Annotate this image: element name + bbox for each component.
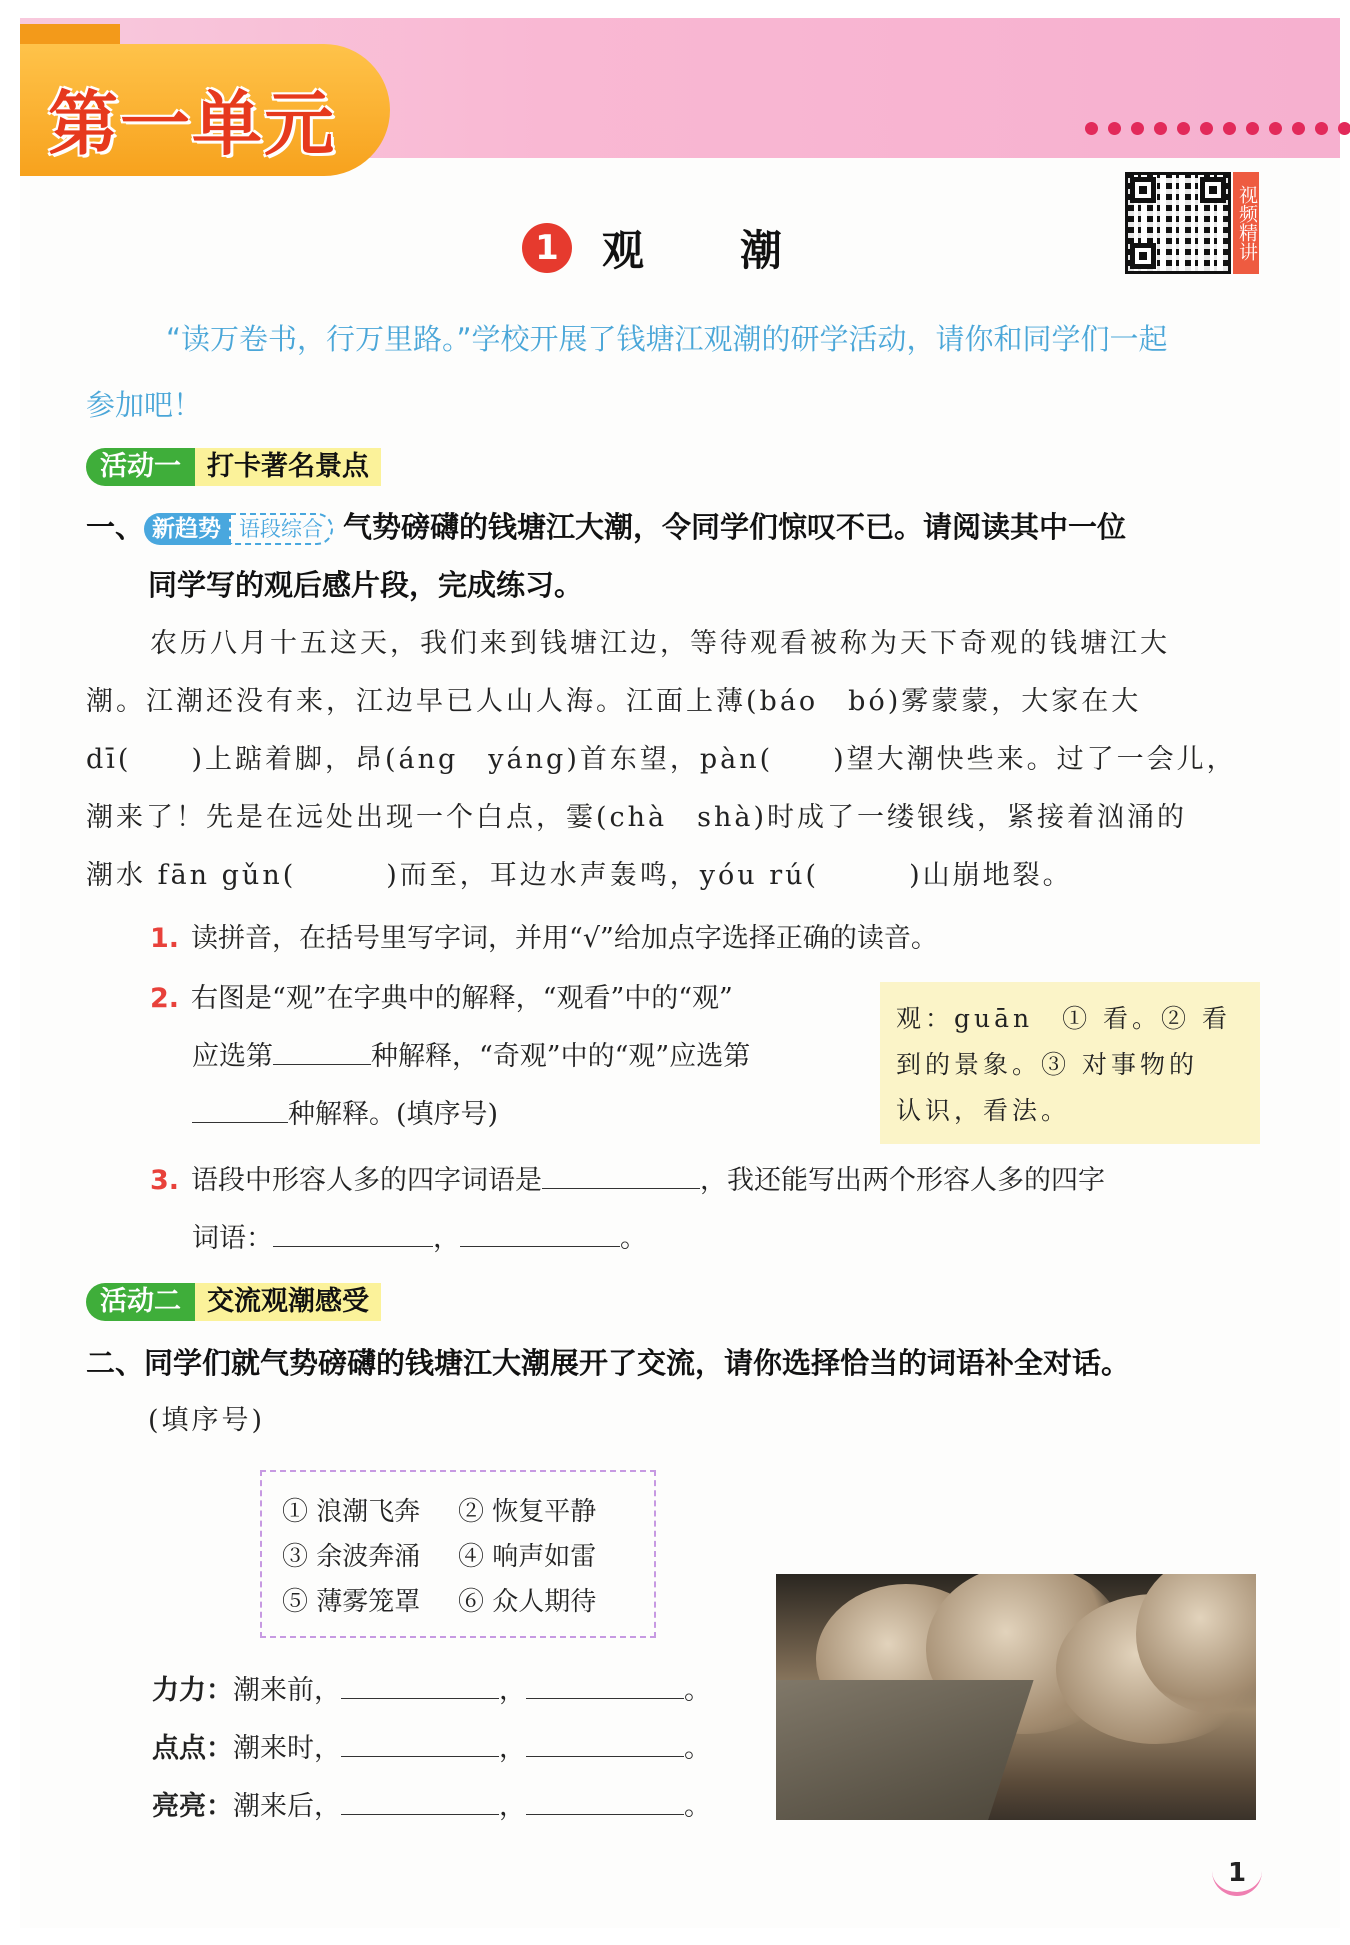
item-2-line-2 bbox=[192, 1028, 750, 1086]
intro-line-2: 参加吧！ bbox=[86, 388, 203, 422]
dialog-end: 。 bbox=[684, 1733, 711, 1764]
choice-item: ① 浪潮飞奔 bbox=[282, 1497, 421, 1527]
dialog-text: 潮来后， bbox=[233, 1791, 341, 1822]
item-1 bbox=[150, 910, 938, 968]
passage-line-5: 潮水 fān gǔn( )而至，耳边水声轰鸣，yóu rú( )山崩地裂。 bbox=[86, 860, 1073, 891]
dialog-line-3 bbox=[152, 1784, 711, 1823]
answer-blank[interactable] bbox=[526, 1669, 684, 1699]
question-1-prefix: 一、 bbox=[86, 510, 145, 544]
dict-line-2: 到的景象。③ 对事物的 bbox=[896, 1050, 1198, 1079]
item-1-number: 1. bbox=[150, 923, 180, 954]
choice-item: ⑤ 薄雾笼罩 bbox=[282, 1587, 421, 1617]
dialog-text: 潮来前， bbox=[233, 1675, 341, 1706]
activity-1-tag: 活动一 bbox=[86, 448, 195, 486]
qr-code[interactable] bbox=[1125, 172, 1231, 274]
question-2-text-2: (填序号) bbox=[148, 1405, 266, 1436]
item-2-text-1: 右图是“观”在字典中的解释，“观看”中的“观” bbox=[191, 983, 733, 1014]
item-3-line-1 bbox=[150, 1152, 1105, 1210]
dialog-separator: ， bbox=[499, 1791, 526, 1822]
speaker-name: 点点： bbox=[152, 1733, 233, 1764]
item-3-line-2 bbox=[192, 1210, 647, 1268]
item-3-text-1a: 语段中形容人多的四字词语是 bbox=[191, 1165, 543, 1196]
item-3-separator: ， bbox=[433, 1223, 460, 1254]
answer-blank[interactable] bbox=[273, 1217, 433, 1247]
answer-blank[interactable] bbox=[192, 1093, 288, 1123]
choice-item: ② 恢复平静 bbox=[458, 1497, 597, 1527]
passage-line-2: 潮。江潮还没有来，江边早已人山人海。江面上薄(báo bó)雾蒙蒙，大家在大 bbox=[86, 686, 1142, 717]
lesson-name: 观潮 bbox=[602, 226, 879, 275]
item-2-line-3 bbox=[192, 1086, 498, 1144]
choice-item: ⑥ 众人期待 bbox=[458, 1587, 597, 1617]
answer-blank[interactable] bbox=[341, 1669, 499, 1699]
question-1-text-2: 同学写的观后感片段，完成练习。 bbox=[148, 568, 584, 602]
activity-1-header bbox=[86, 447, 381, 487]
question-1-text-1: 气势磅礴的钱塘江大潮，令同学们惊叹不已。请阅读其中一位 bbox=[343, 510, 1127, 544]
lesson-title bbox=[522, 218, 878, 278]
dialog-separator: ， bbox=[499, 1733, 526, 1764]
question-1-head bbox=[86, 498, 1126, 556]
dialog-separator: ， bbox=[499, 1675, 526, 1706]
item-2-line-1 bbox=[150, 970, 733, 1028]
activity-2-header bbox=[86, 1282, 381, 1322]
passage-line-1: 农历八月十五这天，我们来到钱塘江边，等待观看被称为天下奇观的钱塘江大 bbox=[150, 628, 1170, 659]
speaker-name: 力力： bbox=[152, 1675, 233, 1706]
dialog-line-1 bbox=[152, 1668, 711, 1707]
passage-line-3: dī( )上踮着脚，昂(áng yáng)首东望，pàn( )望大潮快些来。过了一会儿， bbox=[86, 744, 1237, 775]
unit-title: 第一单元 bbox=[48, 83, 336, 165]
answer-blank[interactable] bbox=[341, 1785, 499, 1815]
dialog-end: 。 bbox=[684, 1791, 711, 1822]
dictionary-box bbox=[880, 982, 1260, 1144]
dialog-line-2 bbox=[152, 1726, 711, 1765]
qr-label: 视频精讲 bbox=[1233, 172, 1259, 274]
word-choices-box bbox=[260, 1470, 656, 1638]
badge-new-trend: 新趋势 bbox=[144, 513, 229, 545]
speaker-name: 亮亮： bbox=[152, 1791, 233, 1822]
item-2-text-3: 种解释。(填序号) bbox=[288, 1099, 499, 1130]
dict-line-3: 认识，看法。 bbox=[896, 1096, 1071, 1125]
dialog-text: 潮来时， bbox=[233, 1733, 341, 1764]
activity-2-name: 交流观潮感受 bbox=[195, 1283, 381, 1321]
answer-blank[interactable] bbox=[526, 1785, 684, 1815]
passage-line-4: 潮来了！先是在远处出现一个白点，霎(chà shà)时成了一缕银线，紧接着汹涌的 bbox=[86, 802, 1188, 833]
badge-passage-comprehensive: 语段综合 bbox=[229, 513, 333, 545]
dialog-end: 。 bbox=[684, 1675, 711, 1706]
intro-line-1: “读万卷书，行万里路。”学校开展了钱塘江观潮的研学活动，请你和同学们一起 bbox=[166, 322, 1168, 356]
activity-2-tag: 活动二 bbox=[86, 1283, 195, 1321]
choice-item: ③ 余波奔涌 bbox=[282, 1542, 421, 1572]
item-1-text: 读拼音，在括号里写字词，并用“√”给加点字选择正确的读音。 bbox=[191, 923, 938, 954]
item-3-number: 3. bbox=[150, 1165, 180, 1196]
header-dots bbox=[1085, 122, 1350, 135]
answer-blank[interactable] bbox=[526, 1727, 684, 1757]
question-2-text-1: 二、同学们就气势磅礴的钱塘江大潮展开了交流，请你选择恰当的词语补全对话。 bbox=[86, 1346, 1131, 1380]
item-2-text-2a: 应选第 bbox=[192, 1041, 273, 1072]
page-number: 1 bbox=[1228, 1858, 1247, 1888]
answer-blank[interactable] bbox=[341, 1727, 499, 1757]
answer-blank[interactable] bbox=[460, 1217, 620, 1247]
activity-1-name: 打卡著名景点 bbox=[195, 448, 381, 486]
item-2-text-2b: 种解释，“奇观”中的“观”应选第 bbox=[371, 1041, 751, 1072]
item-3-text-1b: ，我还能写出两个形容人多的四字 bbox=[700, 1165, 1106, 1196]
item-3-text-2a: 词语： bbox=[192, 1223, 273, 1254]
item-3-end: 。 bbox=[620, 1223, 647, 1254]
choice-item: ④ 响声如雷 bbox=[458, 1542, 597, 1572]
lesson-number: 1 bbox=[522, 223, 572, 273]
answer-blank[interactable] bbox=[273, 1035, 371, 1065]
dict-line-1: 观：guān ① 看。② 看 bbox=[896, 1004, 1232, 1033]
tide-photo bbox=[776, 1574, 1256, 1820]
answer-blank[interactable] bbox=[542, 1159, 700, 1189]
item-2-number: 2. bbox=[150, 983, 180, 1014]
